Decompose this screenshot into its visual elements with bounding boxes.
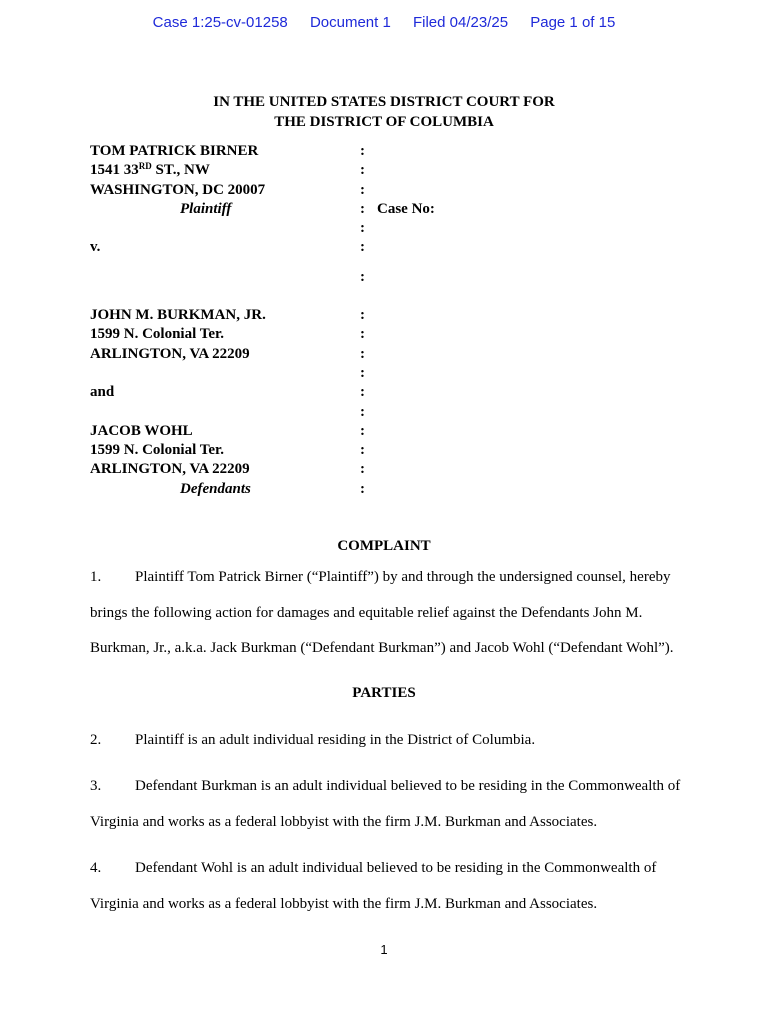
defendant-1-address: 1599 N. Colonial Ter.	[90, 326, 225, 343]
caption-colon: :	[360, 162, 365, 179]
caption-colon: :	[360, 143, 365, 159]
conjunction: and	[90, 384, 115, 401]
caption-spacer	[90, 287, 690, 306]
plaintiff-address	[90, 161, 210, 180]
document-number: Document 1	[309, 14, 391, 31]
caption-colon: :	[360, 181, 365, 198]
case-caption	[90, 142, 690, 499]
paragraph-number: 3.	[90, 778, 102, 794]
caption-colon: :	[360, 239, 365, 256]
versus: v.	[90, 239, 101, 256]
caption-row	[90, 306, 690, 325]
defendant-1-city: ARLINGTON, VA 22209	[90, 345, 250, 362]
caption-colon: :	[360, 307, 365, 324]
defendants-role: Defendants	[180, 480, 251, 497]
caption-colon: :	[360, 442, 365, 459]
ecf-header-stamp	[0, 14, 768, 31]
complaint-heading: COMPLAINT	[337, 538, 431, 554]
caption-colon: :	[360, 422, 365, 439]
page-number: 1	[380, 942, 388, 957]
plaintiff-name: TOM PATRICK BIRNER	[90, 143, 259, 159]
caption-row	[90, 480, 690, 499]
plaintiff-role: Plaintiff	[180, 200, 232, 217]
paragraph-text: Plaintiff Tom Patrick Birner (“Plaintiff”) by and through the undersigned counsel, hereby brings the following action for damages and equitable relief against the Defendants John M. Burkman, Jr., a.k.a. Jack Burkman (“Defendant Burkman”) and Jacob Wohl (“Defendant Wohl”).	[90, 569, 674, 656]
caption-row	[90, 181, 690, 200]
page-count: Page 1 of 15	[530, 14, 616, 31]
caption-colon: :	[360, 345, 365, 362]
paragraph-1	[90, 560, 690, 667]
case-no-label: Case No:	[377, 200, 435, 217]
paragraph-number: 1.	[90, 569, 102, 585]
caption-row	[90, 325, 690, 344]
caption-colon: :	[360, 364, 365, 381]
caption-row	[90, 460, 690, 479]
caption-row	[90, 441, 690, 460]
defendant-2-address: 1599 N. Colonial Ter.	[90, 442, 225, 459]
filed-date: Filed 04/23/25	[412, 14, 509, 31]
court-title	[0, 92, 768, 132]
parties-heading: PARTIES	[352, 685, 416, 701]
caption-spacer	[90, 258, 690, 268]
paragraph-text: Defendant Burkman is an adult individual believed to be residing in the Commonwealth of Virginia and works as a federal lobbyist with the firm J.M. Burkman and Associates.	[90, 778, 681, 830]
plaintiff-city: WASHINGTON, DC 20007	[90, 181, 266, 198]
caption-row	[90, 219, 690, 238]
caption-colon: :	[360, 480, 365, 497]
caption-row	[90, 403, 690, 422]
caption-row	[90, 200, 690, 219]
paragraph-number: 2.	[90, 732, 102, 748]
caption-row	[90, 422, 690, 441]
plaintiff-address-ordinal: RD	[138, 161, 152, 172]
caption-colon: :	[360, 268, 365, 285]
caption-colon: :	[360, 220, 365, 237]
caption-colon: :	[360, 326, 365, 343]
caption-colon: :	[360, 384, 365, 401]
paragraph-4	[90, 851, 690, 922]
case-number: Case 1:25-cv-01258	[152, 14, 288, 31]
caption-row	[90, 383, 690, 402]
caption-row	[90, 238, 690, 257]
caption-row	[90, 364, 690, 383]
paragraph-3	[90, 769, 690, 840]
court-title-line-2: THE DISTRICT OF COLUMBIA	[274, 114, 494, 130]
caption-row	[90, 142, 690, 161]
paragraph-2	[90, 723, 690, 759]
defendant-2-name: JACOB WOHL	[90, 422, 193, 439]
caption-colon: :	[360, 200, 365, 217]
defendant-2-city: ARLINGTON, VA 22209	[90, 461, 250, 478]
paragraph-text: Plaintiff is an adult individual residing in the District of Columbia.	[135, 732, 536, 748]
caption-row	[90, 345, 690, 364]
paragraph-text: Defendant Wohl is an adult individual believed to be residing in the Commonwealth of Virginia and works as a federal lobbyist with the firm J.M. Burkman and Associates.	[90, 860, 657, 912]
defendant-1-name: JOHN M. BURKMAN, JR.	[90, 307, 266, 324]
plaintiff-address-street: ST., NW	[151, 162, 210, 179]
caption-row	[90, 268, 690, 287]
caption-colon: :	[360, 403, 365, 420]
caption-colon: :	[360, 461, 365, 478]
plaintiff-address-number: 1541 33	[90, 162, 139, 179]
caption-row	[90, 161, 690, 180]
paragraph-number: 4.	[90, 860, 102, 876]
court-title-line-1: IN THE UNITED STATES DISTRICT COURT FOR	[213, 94, 555, 110]
